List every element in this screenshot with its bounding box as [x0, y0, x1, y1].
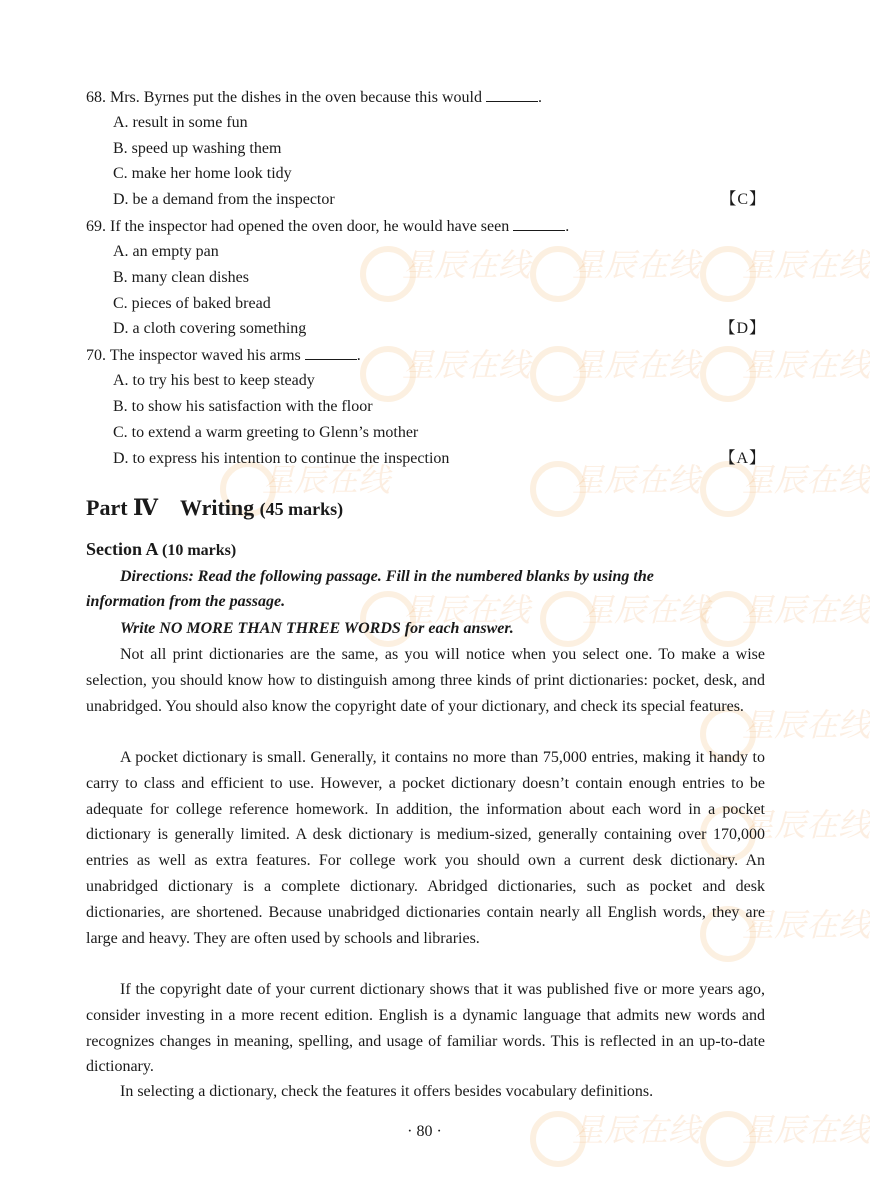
directions-instruction: Write NO MORE THAN THREE WORDS for each answer.	[120, 620, 514, 637]
option: C. to extend a warm greeting to Glenn’s mother	[113, 424, 419, 441]
option: A. an empty pan	[113, 243, 219, 260]
answer-blank	[486, 87, 538, 102]
option: A. to try his best to keep steady	[113, 372, 315, 389]
option: C. pieces of baked bread	[113, 295, 271, 312]
passage-paragraph: If the copyright date of your current dictionary shows that it was published five or more years ago, consider investing in a more recent edition. English is a dynamic language that admits new words and recognizes changes in meaning, spelling, and usage of familiar words. This is reflected in an up-to-date dictionary.	[86, 981, 765, 1076]
option: D. a cloth covering something	[113, 320, 307, 337]
answer-blank	[513, 216, 565, 231]
question-stem: 70. The inspector waved his arms .	[86, 347, 361, 364]
option: D. be a demand from the inspector	[113, 191, 335, 208]
passage-paragraph: In selecting a dictionary, check the features it offers besides vocabulary definitions.	[120, 1083, 654, 1100]
question-stem: 69. If the inspector had opened the oven door, he would have seen .	[86, 218, 570, 235]
question-stem: 68. Mrs. Byrnes put the dishes in the oven because this would .	[86, 89, 542, 106]
answer-key: 【D】	[719, 320, 766, 337]
option: B. many clean dishes	[113, 269, 249, 286]
option: A. result in some fun	[113, 114, 248, 131]
section-heading: Section A (10 marks)	[86, 539, 237, 559]
answer-key: 【C】	[720, 191, 766, 208]
answer-key: 【A】	[719, 450, 766, 467]
option: B. speed up washing them	[113, 140, 282, 157]
directions-text: information from the passage.	[86, 593, 286, 610]
directions-text: Directions: Read the following passage. Fill in the numbered blanks by using the	[120, 568, 654, 585]
exam-page: 星辰在线 星辰在线 星辰在线 星辰在线 星辰在线 星辰在线 星辰在线 星辰在线 星辰在线 星辰在线 星辰在线 星辰在线 星辰在线 星辰在线 星辰在线 星辰在线 星辰在线 68. Mrs. Byrnes put the dishes in the oven because this would . A. result in some fun B. speed up washing them C. make her home look tidy D. be a demand from the inspector 【C】 69. If the inspector had opened the oven door, he would have seen . A. an empty pan B. many clean dishes C. pieces of baked bread D. a cloth covering something 【D】 70. The inspector waved his arms . A. to try his best to keep steady B. to show his satisfaction with the floor C. to extend a warm greeting to Glenn’s mother D. to express his intention to continue the inspection 【A】 Part Ⅳ Writing (45 marks) Section A (10 marks) Directions: Read the following passage. Fill in the numbered blanks by using the information from the passage. Write NO MORE THAN THREE WORDS for each answer. Not all print dictionaries are the same, as you will notice when you select one. To make a wise selection, you should know how to distinguish among three kinds of print dictionaries: pocket, desk, and unabridged. You should also know the copyright date of your dictionary, and check its special features. A pocket dictionary is small. Generally, it contains no more than 75,000 entries, making it handy to carry to class and efficient to use. However, a pocket dictionary doesn’t contain enough entries to be adequate for college reference homework. In addition, the information about each word in a pocket dictionary is generally limited. A desk dictionary is medium-sized, generally containing over 170,000 entries as well as extra features. For college work you should own a current desk dictionary. An unabridged dictionary is a complete dictionary. Abridged dictionaries, such as pocket and desk dictionaries, are shortened. Because unabridged dictionaries contain nearly all English words, they are large and heavy. They are often used by schools and libraries. If the copyright date of your current dictionary shows that it was published five or more years ago, consider investing in a more recent edition. English is a dynamic language that admits new words and recognizes changes in meaning, spelling, and usage of familiar words. This is reflected in an up-to-date dictionary. In selecting a dictionary, check the features it offers besides vocabulary definitions. · 80 ·	[0, 0, 849, 1200]
passage-paragraph: Not all print dictionaries are the same, as you will notice when you select one. To make a wise selection, you should know how to distinguish among three kinds of print dictionaries: pocket, desk, and unabridged. You should also know the copyright date of your dictionary, and check its special features.	[86, 646, 765, 715]
option: D. to express his intention to continue the inspection	[113, 450, 450, 467]
option: B. to show his satisfaction with the floor	[113, 398, 373, 415]
answer-blank	[305, 345, 357, 360]
part-heading: Part Ⅳ Writing (45 marks)	[86, 495, 344, 520]
passage-paragraph: A pocket dictionary is small. Generally, it contains no more than 75,000 entries, making it handy to carry to class and efficient to use. However, a pocket dictionary doesn’t contain enough entries to be adequate for college reference homework. In addition, the information about each word in a pocket dictionary is generally limited. A desk dictionary is medium-sized, generally containing over 170,000 entries as well as extra features. For college work you should own a current desk dictionary. An unabridged dictionary is a complete dictionary. Abridged dictionaries, such as pocket and desk dictionaries, are shortened. Because unabridged dictionaries contain nearly all English words, they are large and heavy. They are often used by schools and libraries.	[86, 749, 765, 947]
page-number: · 80 ·	[407, 1123, 442, 1140]
option: C. make her home look tidy	[113, 165, 292, 182]
